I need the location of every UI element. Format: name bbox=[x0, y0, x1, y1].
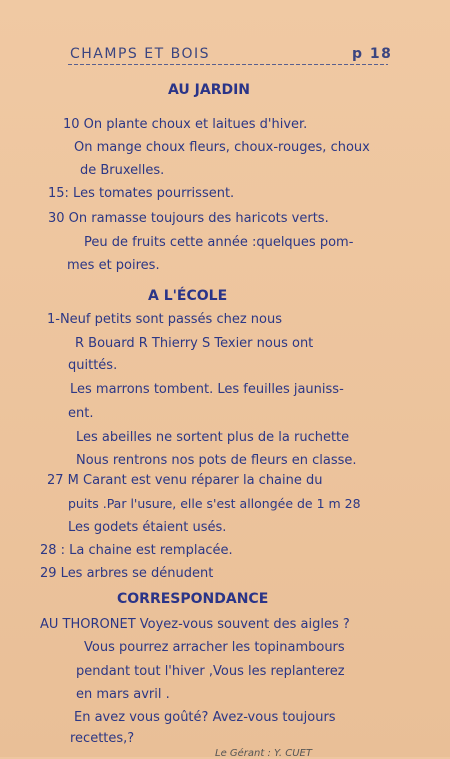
text-line: Peu de fruits cette année :quelques pom- bbox=[84, 235, 354, 250]
text-line: Les godets étaient usés. bbox=[68, 520, 227, 535]
text-line: On mange choux fleurs, choux-rouges, choux bbox=[74, 140, 370, 155]
text-line: mes et poires. bbox=[67, 258, 160, 273]
text-line: Les marrons tombent. Les feuilles jauniss- bbox=[70, 382, 344, 397]
text-line: puits .Par l'usure, elle s'est allongée de 1 m 28 bbox=[68, 496, 361, 511]
text-line: recettes,? bbox=[70, 731, 135, 746]
text-line: AU THORONET Voyez-vous souvent des aigles ? bbox=[40, 617, 350, 632]
journal-title: CHAMPS ET BOIS bbox=[70, 46, 210, 62]
text-line: ent. bbox=[68, 406, 94, 421]
text-line: de Bruxelles. bbox=[80, 163, 165, 178]
text-line: 1-Neuf petits sont passés chez nous bbox=[47, 312, 283, 327]
header-rule bbox=[68, 64, 388, 65]
text-line: 28 : La chaine est remplacée. bbox=[40, 543, 233, 558]
section-title-jardin: AU JARDIN bbox=[168, 82, 251, 98]
text-line: 29 Les arbres se dénudent bbox=[40, 566, 214, 581]
section-title-correspondance: CORRESPONDANCE bbox=[117, 591, 269, 607]
text-line: Nous rentrons nos pots de fleurs en classe. bbox=[76, 453, 357, 468]
text-line: 15: Les tomates pourrissent. bbox=[48, 186, 235, 201]
text-line: Vous pourrez arracher les topinambours bbox=[84, 640, 345, 655]
text-line: pendant tout l'hiver ,Vous les replanterez bbox=[76, 664, 345, 679]
text-line: 27 M Carant est venu réparer la chaine du bbox=[47, 473, 323, 488]
text-line: Les abeilles ne sortent plus de la ruchette bbox=[76, 430, 350, 445]
text-line: En avez vous goûté? Avez-vous toujours bbox=[74, 710, 336, 725]
section-title-ecole: A L'ÉCOLE bbox=[148, 288, 228, 304]
footer-gerant: Le Gérant : Y. CUET bbox=[215, 748, 312, 759]
text-line: R Bouard R Thierry S Texier nous ont bbox=[75, 336, 314, 351]
text-line: en mars avril . bbox=[76, 687, 170, 702]
text-line: quittés. bbox=[68, 358, 118, 373]
page-number: p 18 bbox=[352, 46, 393, 62]
text-line: 10 On plante choux et laitues d'hiver. bbox=[63, 117, 308, 132]
text-line: 30 On ramasse toujours des haricots verts. bbox=[48, 211, 329, 226]
